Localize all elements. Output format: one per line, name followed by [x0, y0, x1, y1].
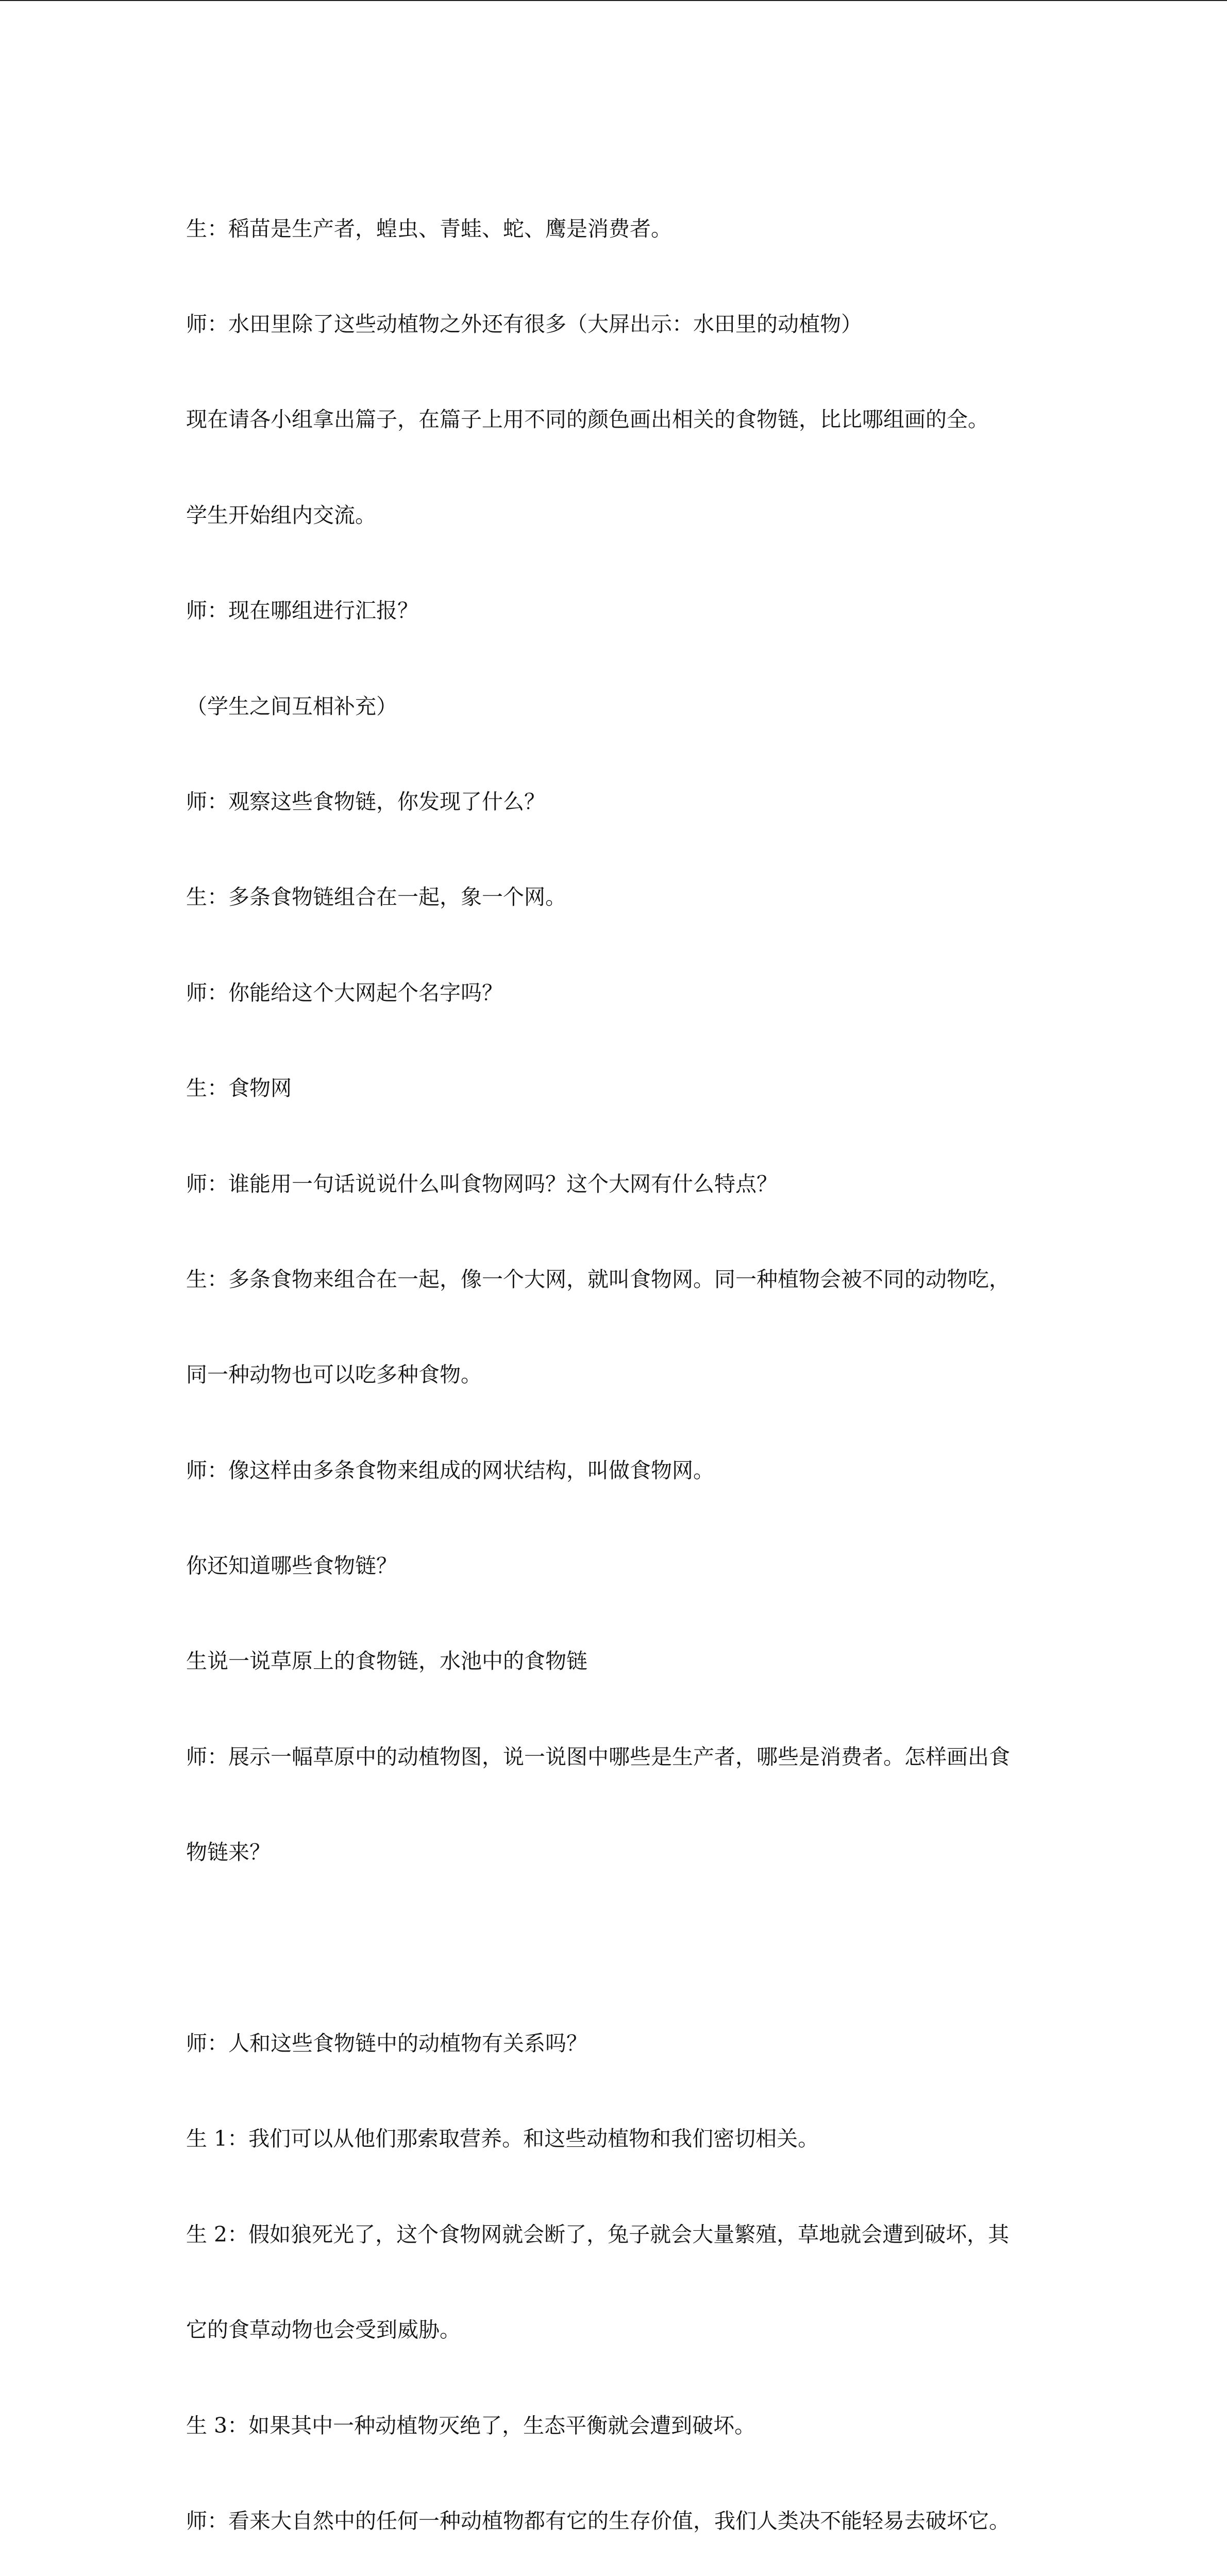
text-line: 生：稻苗是生产者，蝗虫、青蛙、蛇、鹰是消费者。 [186, 216, 672, 241]
text-line: 现在请各小组拿出篇子，在篇子上用不同的颜色画出相关的食物链，比比哪组画的全。 [186, 407, 989, 432]
text-line: 师：观察这些食物链，你发现了什么？ [186, 789, 545, 814]
text-line: 生 2：假如狼死光了，这个食物网就会断了，兔子就会大量繁殖，草地就会遭到破坏，其 [186, 2222, 1010, 2247]
text-line: 生 1：我们可以从他们那索取营养。和这些动植物和我们密切相关。 [186, 2126, 819, 2151]
text-line: 师：展示一幅草原中的动植物图，说一说图中哪些是生产者，哪些是消费者。怎样画出食 [186, 1744, 1010, 1769]
lesson-transcript [186, 149, 1041, 2576]
text-line: 生说一说草原上的食物链，水池中的食物链 [186, 1649, 587, 1674]
text-line: 生：多条食物来组合在一起，像一个大网，就叫食物网。同一种植物会被不同的动物吃， [186, 1266, 1010, 1292]
text-line: 师：水田里除了这些动植物之外还有很多（大屏出示：水田里的动植物） [186, 311, 862, 336]
text-line: （学生之间互相补充） [186, 693, 397, 719]
text-line: 学生开始组内交流。 [186, 502, 376, 528]
text-line: 它的食草动物也会受到威胁。 [186, 2317, 461, 2343]
blank-line [186, 1933, 1041, 1964]
text-line: 生：食物网 [186, 1076, 292, 1101]
text-line: 师：你能给这个大网起个名字吗？ [186, 980, 503, 1005]
text-line: 生：多条食物链组合在一起，象一个网。 [186, 885, 566, 910]
text-line: 同一种动物也可以吃多种食物。 [186, 1362, 482, 1387]
text-line: 师：谁能用一句话说说什么叫食物网吗？这个大网有什么特点？ [186, 1171, 778, 1196]
text-line: 师：现在哪组进行汇报？ [186, 598, 418, 623]
text-line: 你还知道哪些食物链？ [186, 1553, 397, 1579]
text-line: 生 3：如果其中一种动植物灭绝了，生态平衡就会遭到破坏。 [186, 2413, 756, 2438]
text-line: 物链来？ [186, 1840, 271, 1865]
text-line: 师：人和这些食物链中的动植物有关系吗？ [186, 2031, 587, 2056]
text-line: 师：看来大自然中的任何一种动植物都有它的生存价值，我们人类决不能轻易去破坏它。 [186, 2508, 1010, 2533]
text-line: 师：像这样由多条食物来组成的网状结构，叫做食物网。 [186, 1458, 714, 1483]
